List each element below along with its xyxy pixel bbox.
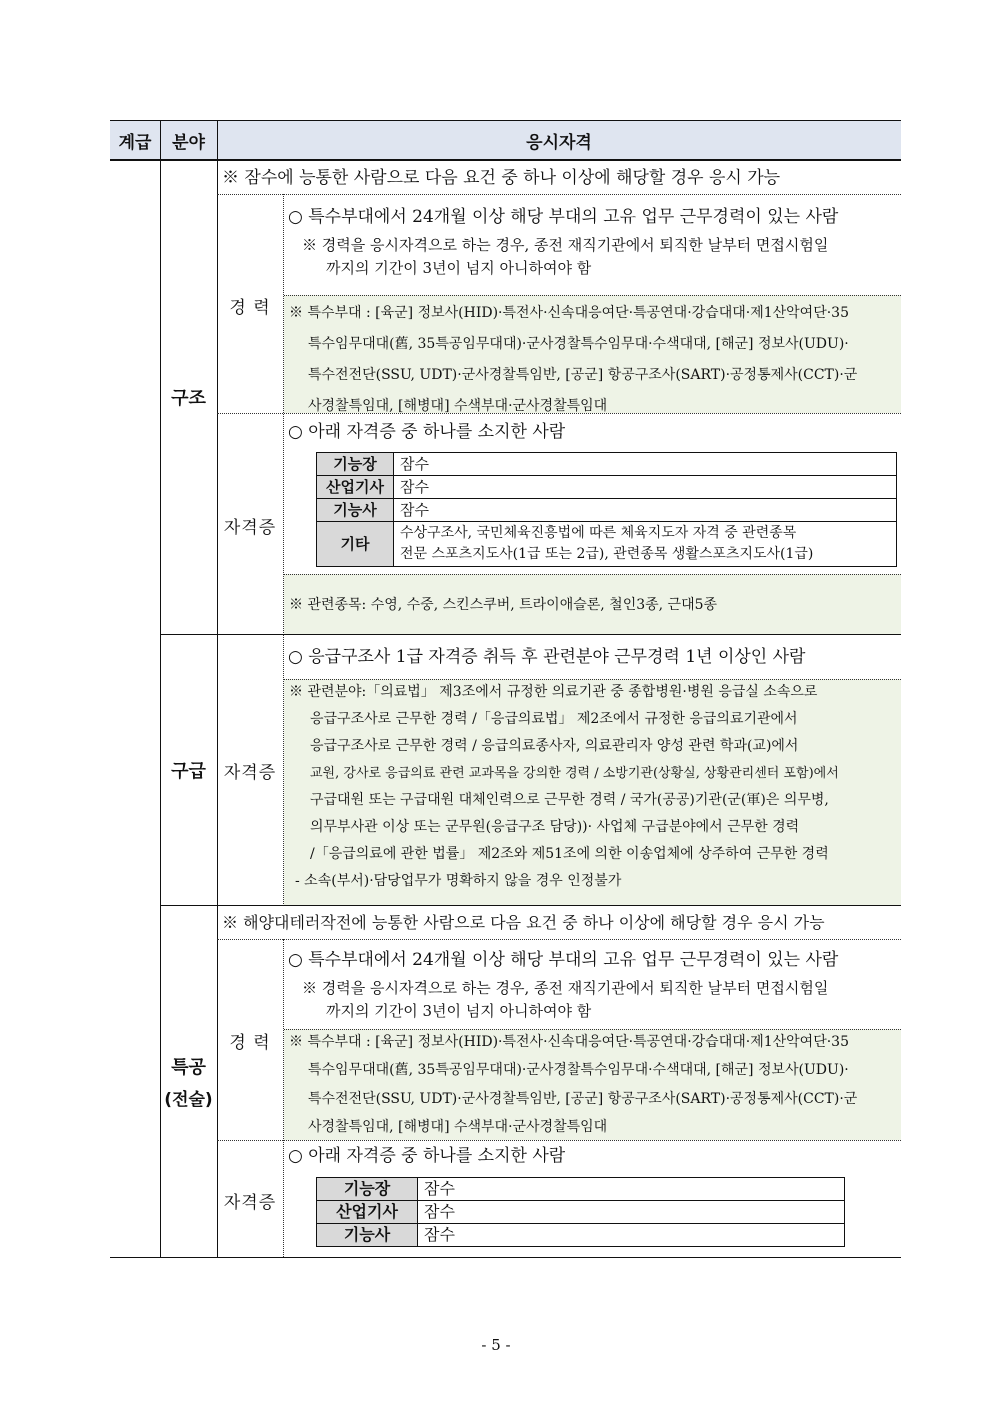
license-key: 산업기사 xyxy=(317,476,394,499)
license-key: 기능사 xyxy=(317,1224,418,1247)
gugeup-line: 교원, 강사로 응급의료 관련 교과목을 강의한 경력 / 소방기관(상황실, 상황관리센터 포함)에서 xyxy=(310,766,839,781)
gugeup-main: ○ 응급구조사 1급 자격증 취득 후 관련분야 근무경력 1년 이상인 사람 xyxy=(288,647,806,667)
gugeup-line: 응급구조사로 근무한 경력 / 응급의료종사자, 의료관리자 양성 관련 학과(교)에서 xyxy=(310,738,799,754)
teukgong-subtitle: (전술) xyxy=(164,1090,213,1110)
teukgong-license-main: ○ 아래 자격증 중 하나를 소지한 사람 xyxy=(288,1146,566,1166)
teukgong-units xyxy=(289,1028,857,1140)
gugeup-line: /「응급의료에 관한 법률」 제2조와 제51조에 의한 이송업체에 상주하여 근무한 경력 xyxy=(310,846,829,862)
table-row xyxy=(317,1178,845,1201)
gujo-related: ※ 관련종목: 수영, 수중, 스킨스쿠버, 트라이애슬론, 철인3종, 근대5종 xyxy=(289,597,718,613)
license-key: 산업기사 xyxy=(317,1201,418,1224)
gugeup-line: ※ 관련분야:「의료법」 제3조에서 규정한 의료기관 중 종합병원·병원 응급실 소속으로 xyxy=(289,684,818,700)
gujo-career-sub-2: 까지의 기간이 3년이 넘지 아니하여야 함 xyxy=(326,259,592,277)
header-grade: 계급 xyxy=(118,132,152,153)
teukgong-career-sub-1: ※ 경력을 응시자격으로 하는 경우, 종전 재직기관에서 퇴직한 날부터 면접시험일 xyxy=(302,979,829,997)
table-row xyxy=(317,499,897,522)
license-value-other xyxy=(394,522,897,567)
gujo-license-main: ○ 아래 자격증 중 하나를 소지한 사람 xyxy=(288,422,566,442)
gujo-note: ※ 잠수에 능통한 사람으로 다음 요건 중 하나 이상에 해당할 경우 응시 가능 xyxy=(222,168,781,188)
teukgong-note: ※ 해양대테러작전에 능통한 사람으로 다음 요건 중 하나 이상에 해당할 경우 응시 가능 xyxy=(222,913,825,932)
teukgong-career-sub-2: 까지의 기간이 3년이 넘지 아니하여야 함 xyxy=(326,1002,592,1020)
category-teukgong xyxy=(160,906,217,1257)
header-qualification: 응시자격 xyxy=(526,132,592,153)
teukgong-units-line: 특수임무대대(舊, 35특공임무대대)·군사경찰특수임무대·수색대대, [해군] 정보사(UDU)· xyxy=(308,1062,849,1078)
gujo-units-line: 사경찰특임대, [해병대] 수색부대·군사경찰특임대 xyxy=(308,398,608,414)
teukgong-license-table xyxy=(316,1177,845,1247)
teukgong-career-main: ○ 특수부대에서 24개월 이상 해당 부대의 고유 업무 근무경력이 있는 사람 xyxy=(288,950,839,970)
license-key: 기능사 xyxy=(317,499,394,522)
license-value: 잠수 xyxy=(394,453,897,476)
header-field: 분야 xyxy=(172,132,205,153)
gugeup-license-label: 자격증 xyxy=(223,762,277,783)
license-value: 잠수 xyxy=(394,499,897,522)
license-key: 기능장 xyxy=(317,453,394,476)
license-value: 잠수 xyxy=(418,1224,845,1247)
gugeup-line: 의무부사관 이상 또는 군무원(응급구조 담당))· 사업체 구급분야에서 근무한 경력 xyxy=(310,819,800,835)
category-gugeup: 구급 xyxy=(171,761,206,782)
table-row xyxy=(317,522,897,567)
table-row xyxy=(317,1224,845,1247)
license-value: 잠수 xyxy=(418,1178,845,1201)
gujo-career-sub-1: ※ 경력을 응시자격으로 하는 경우, 종전 재직기관에서 퇴직한 날부터 면접시험일 xyxy=(302,236,829,254)
gujo-license-label: 자격증 xyxy=(223,517,277,538)
category-gujo: 구조 xyxy=(171,388,206,409)
license-value: 잠수 xyxy=(418,1201,845,1224)
gugeup-lines xyxy=(289,679,839,895)
teukgong-career-label: 경 력 xyxy=(229,1032,271,1053)
teukgong-units-line: ※ 특수부대 : [육군] 정보사(HID)·특전사·신속대응여단·특공연대·강습대대·제1산악여단·35 xyxy=(289,1034,849,1050)
table-row xyxy=(317,1201,845,1224)
teukgong-license-label: 자격증 xyxy=(223,1192,277,1213)
table-row xyxy=(317,476,897,499)
gugeup-line: 구급대원 또는 구급대원 대체인력으로 근무한 경력 / 국가(공공)기관(군(軍)은 의무병, xyxy=(310,792,829,808)
gujo-license-table xyxy=(316,452,897,567)
gujo-units-line: 특수전전단(SSU, UDT)·군사경찰특임반, [공군] 항공구조사(SART)·공정통제사(CCT)·군 xyxy=(308,367,858,383)
gujo-units-line: ※ 특수부대 : [육군] 정보사(HID)·특전사·신속대응여단·특공연대·강습대대·제1산악여단·35 xyxy=(289,305,849,321)
teukgong-units-line: 사경찰특임대, [해병대] 수색부대·군사경찰특임대 xyxy=(308,1119,608,1135)
gujo-career-label: 경 력 xyxy=(229,297,271,318)
license-key: 기능장 xyxy=(317,1178,418,1201)
gujo-career-main: ○ 특수부대에서 24개월 이상 해당 부대의 고유 업무 근무경력이 있는 사람 xyxy=(288,207,839,227)
gugeup-line: 응급구조사로 근무한 경력 /「응급의료법」 제2조에서 규정한 응급의료기관에서 xyxy=(310,711,798,727)
license-value: 잠수 xyxy=(394,476,897,499)
gujo-units-line: 특수임무대대(舊, 35특공임무대대)·군사경찰특수임무대·수색대대, [해군] 정보사(UDU)· xyxy=(308,336,849,352)
page-number: - 5 - xyxy=(481,1336,511,1354)
teukgong-units-line: 특수전전단(SSU, UDT)·군사경찰특임반, [공군] 항공구조사(SART)·공정통제사(CCT)·군 xyxy=(308,1091,858,1107)
teukgong-title: 특공 xyxy=(171,1057,206,1078)
other-line: 수상구조사, 국민체육진흥법에 따른 체육지도자 자격 중 관련종목 xyxy=(400,525,797,541)
other-line: 전문 스포츠지도사(1급 또는 2급), 관련종목 생활스포츠지도사(1급) xyxy=(400,546,814,562)
table-row xyxy=(317,453,897,476)
license-key: 기타 xyxy=(317,522,394,567)
gugeup-line: - 소속(부서)·담당업무가 명확하지 않을 경우 인정불가 xyxy=(295,873,622,889)
gujo-units xyxy=(289,298,857,422)
